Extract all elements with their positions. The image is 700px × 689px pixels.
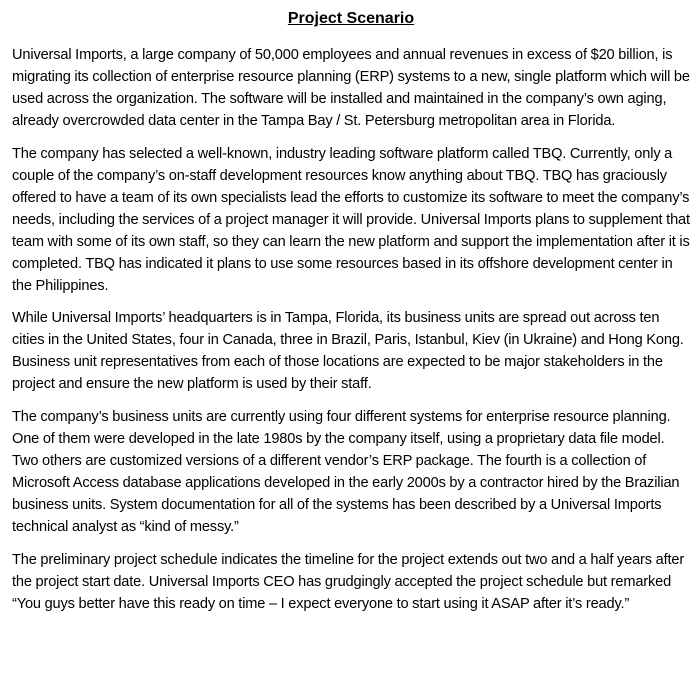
paragraph-software-platform: The company has selected a well-known, industry leading software platform called TBQ. Currently, only a couple of the company’s on-staff development resources know anything about TBQ. TBQ has graciously offered to have a team of its own specialists lead the efforts to customize its software to meet the company’s needs, including the services of a project manager it will provide. Universal Imports plans to supplement that team with some of its own staff, so they can learn the new platform and support the implementation after it is completed. TBQ has indicated it plans to use some resources based in its offshore development center in the Philippines.	[12, 145, 690, 294]
paragraph-company-overview: Universal Imports, a large company of 50,000 employees and annual revenues in excess of $20 billion, is migrating its collection of enterprise resource planning (ERP) systems to a new, single platform which will be used across the organization. The software will be installed and maintained in the company’s own aging, already overcrowded data center in the Tampa Bay / St. Petersburg metropolitan area in Florida.	[12, 47, 690, 130]
paragraph-legacy-systems: The company’s business units are currently using four different systems for enterprise resource planning. One of them were developed in the late 1980s by the company itself, using a proprietary data file model. Two others are customized versions of a different vendor’s ERP package. The fourth is a collection of Microsoft Access database applications developed in the early 2000s by a contractor hired by the Brazilian business units. System documentation for all of the systems has been described by a Universal Imports technical analyst as “kind of messy.”	[12, 408, 680, 536]
paragraph-business-locations: While Universal Imports’ headquarters is in Tampa, Florida, its business units are spread out across ten cities in the United States, four in Canada, three in Brazil, Paris, Istanbul, Kiev (in Ukraine) and Hong Kong. Business unit representatives from each of those locations are expected to be major stakeholders in the project and ensure the new platform is used by their staff.	[12, 310, 684, 393]
paragraph-project-schedule: The preliminary project schedule indicates the timeline for the project extends out two and a half years after the project start date. Universal Imports CEO has grudgingly accepted the project schedule but remarked “You guys better have this ready on time – I expect everyone to start using it ASAP after it’s ready.”	[12, 551, 685, 612]
document-title: Project Scenario	[287, 10, 415, 27]
